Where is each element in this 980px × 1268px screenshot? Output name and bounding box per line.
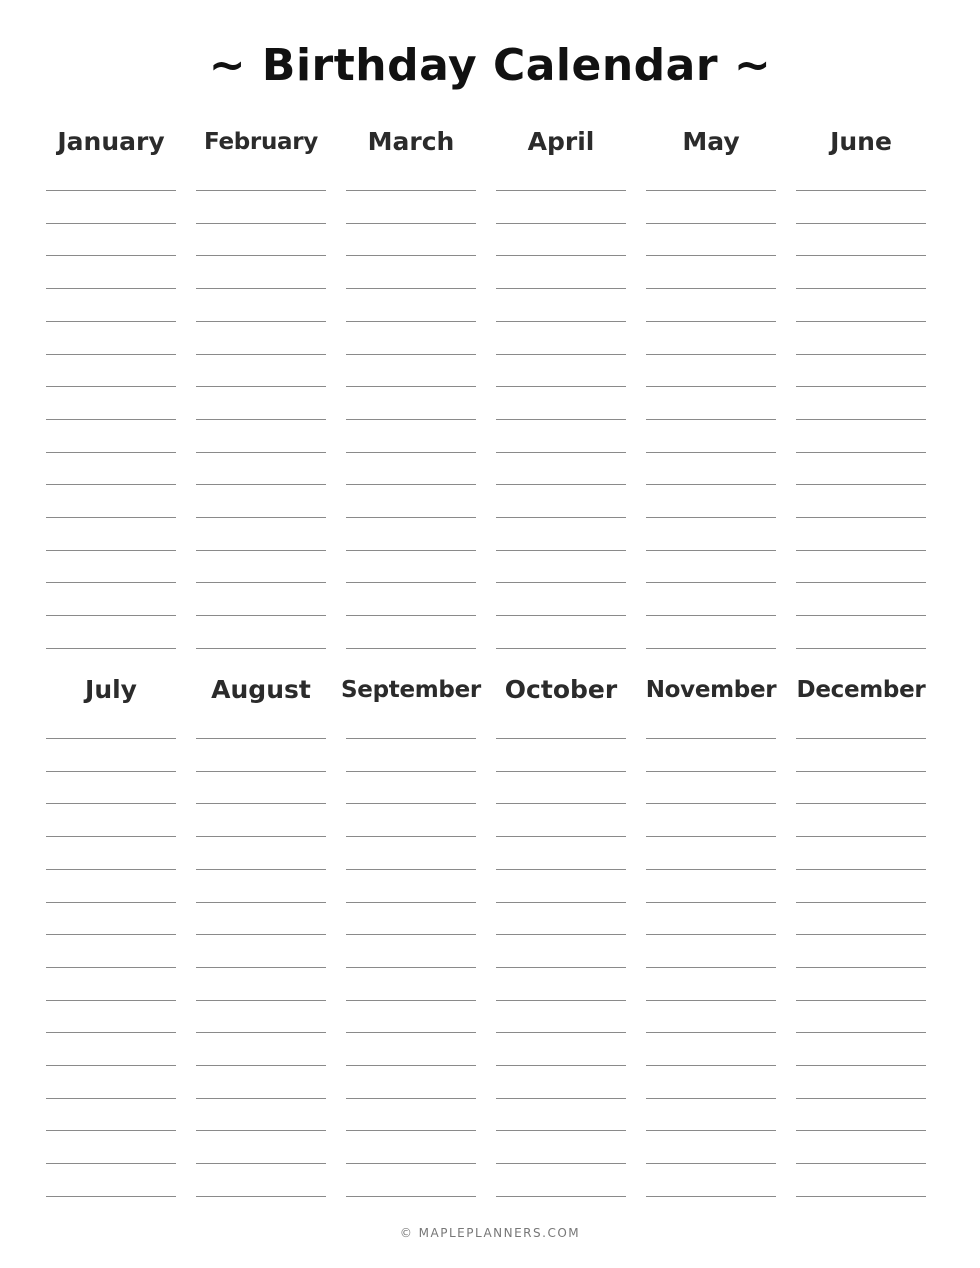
writing-line: [196, 190, 326, 191]
month-block-august: [186, 670, 336, 1200]
writing-line: [346, 934, 476, 935]
writing-line: [646, 582, 776, 583]
writing-line: [646, 321, 776, 322]
writing-line: [46, 386, 176, 387]
writing-line: [196, 223, 326, 224]
month-block-march: [336, 122, 486, 652]
month-label-march: March: [367, 127, 455, 156]
writing-line: [496, 223, 626, 224]
writing-line: [796, 517, 926, 518]
writing-line: [196, 1065, 326, 1066]
month-block-july: [36, 670, 186, 1200]
writing-line: [796, 1032, 926, 1033]
month-block-may: [636, 122, 786, 652]
writing-line: [196, 902, 326, 903]
writing-line: [496, 836, 626, 837]
writing-line: [796, 550, 926, 551]
writing-line: [196, 288, 326, 289]
writing-line: [196, 836, 326, 837]
writing-line: [646, 836, 776, 837]
writing-line: [46, 354, 176, 355]
writing-line: [346, 771, 476, 772]
writing-line: [46, 615, 176, 616]
writing-line: [496, 190, 626, 191]
writing-line: [646, 517, 776, 518]
writing-line: [496, 902, 626, 903]
writing-line: [196, 484, 326, 485]
month-block-october: [486, 670, 636, 1200]
writing-line: [346, 452, 476, 453]
writing-line: [196, 869, 326, 870]
writing-line: [46, 1032, 176, 1033]
writing-line: [346, 1065, 476, 1066]
month-label-november: November: [645, 677, 777, 703]
writing-line: [46, 1000, 176, 1001]
writing-line: [646, 1196, 776, 1197]
writing-line: [796, 1196, 926, 1197]
writing-line: [46, 1130, 176, 1131]
writing-line: [796, 1163, 926, 1164]
writing-line: [46, 255, 176, 256]
writing-line: [646, 803, 776, 804]
writing-line: [46, 1065, 176, 1066]
writing-line: [46, 190, 176, 191]
writing-line: [46, 484, 176, 485]
writing-line: [496, 1032, 626, 1033]
writing-line: [346, 484, 476, 485]
month-label-september: September: [341, 677, 481, 703]
month-label-december: December: [796, 677, 926, 703]
month-block-december: [786, 670, 936, 1200]
writing-line: [196, 1163, 326, 1164]
writing-line: [346, 1032, 476, 1033]
writing-line: [346, 738, 476, 739]
writing-line: [496, 386, 626, 387]
writing-line: [346, 1163, 476, 1164]
writing-line: [46, 452, 176, 453]
writing-line: [796, 452, 926, 453]
writing-line: [646, 771, 776, 772]
writing-line: [796, 902, 926, 903]
month-label-january: January: [57, 127, 165, 156]
writing-line: [46, 223, 176, 224]
writing-line: [46, 321, 176, 322]
writing-line: [196, 615, 326, 616]
writing-line: [46, 419, 176, 420]
writing-line: [796, 1065, 926, 1066]
page-title: ~ Birthday Calendar ~: [208, 40, 772, 91]
writing-line: [496, 738, 626, 739]
writing-line: [496, 582, 626, 583]
writing-line: [496, 1098, 626, 1099]
writing-line: [796, 738, 926, 739]
writing-line: [346, 419, 476, 420]
writing-line: [196, 452, 326, 453]
writing-line: [496, 484, 626, 485]
writing-line: [796, 836, 926, 837]
month-block-september: [336, 670, 486, 1200]
writing-line: [796, 1000, 926, 1001]
copyright-footer: © MAPLEPLANNERS.COM: [399, 1226, 581, 1240]
writing-line: [46, 967, 176, 968]
month-label-october: October: [504, 675, 618, 704]
writing-line: [346, 967, 476, 968]
writing-line: [646, 869, 776, 870]
writing-line: [46, 902, 176, 903]
writing-line: [46, 550, 176, 551]
month-block-february: [186, 122, 336, 652]
writing-line: [796, 386, 926, 387]
writing-line: [496, 615, 626, 616]
writing-line: [796, 615, 926, 616]
writing-line: [796, 869, 926, 870]
writing-line: [346, 582, 476, 583]
writing-line: [646, 648, 776, 649]
writing-line: [346, 1098, 476, 1099]
writing-line: [196, 1032, 326, 1033]
writing-line: [796, 321, 926, 322]
month-label-february: February: [203, 129, 318, 155]
writing-line: [646, 550, 776, 551]
writing-line: [346, 321, 476, 322]
writing-line: [646, 255, 776, 256]
writing-line: [646, 902, 776, 903]
writing-line: [496, 648, 626, 649]
writing-line: [46, 288, 176, 289]
writing-line: [646, 354, 776, 355]
writing-line: [496, 1196, 626, 1197]
writing-line: [646, 288, 776, 289]
writing-line: [496, 255, 626, 256]
writing-line: [346, 354, 476, 355]
writing-line: [346, 1196, 476, 1197]
writing-line: [496, 934, 626, 935]
writing-line: [46, 1098, 176, 1099]
writing-line: [646, 1098, 776, 1099]
writing-line: [796, 419, 926, 420]
writing-line: [496, 419, 626, 420]
writing-line: [496, 1000, 626, 1001]
writing-line: [646, 1130, 776, 1131]
writing-line: [346, 255, 476, 256]
writing-line: [796, 255, 926, 256]
writing-line: [496, 288, 626, 289]
writing-line: [346, 803, 476, 804]
writing-line: [346, 550, 476, 551]
writing-line: [796, 484, 926, 485]
writing-line: [496, 1130, 626, 1131]
writing-line: [796, 582, 926, 583]
writing-line: [496, 1065, 626, 1066]
writing-line: [796, 190, 926, 191]
writing-line: [496, 869, 626, 870]
writing-line: [46, 517, 176, 518]
writing-line: [646, 1032, 776, 1033]
month-block-november: [636, 670, 786, 1200]
month-label-july: July: [85, 675, 137, 704]
writing-line: [496, 550, 626, 551]
writing-line: [46, 738, 176, 739]
writing-line: [196, 582, 326, 583]
writing-line: [346, 517, 476, 518]
writing-line: [46, 934, 176, 935]
writing-line: [496, 771, 626, 772]
writing-line: [796, 354, 926, 355]
writing-line: [796, 288, 926, 289]
writing-line: [46, 803, 176, 804]
writing-line: [646, 223, 776, 224]
writing-line: [196, 967, 326, 968]
writing-line: [796, 803, 926, 804]
writing-line: [646, 190, 776, 191]
writing-line: [646, 738, 776, 739]
month-block-january: [36, 122, 186, 652]
writing-line: [346, 288, 476, 289]
writing-line: [346, 386, 476, 387]
month-label-august: August: [211, 675, 311, 704]
writing-line: [646, 484, 776, 485]
writing-line: [196, 386, 326, 387]
writing-line: [646, 386, 776, 387]
writing-line: [346, 1000, 476, 1001]
writing-line: [346, 615, 476, 616]
writing-line: [46, 771, 176, 772]
writing-line: [346, 1130, 476, 1131]
writing-line: [46, 582, 176, 583]
writing-line: [346, 223, 476, 224]
writing-line: [646, 615, 776, 616]
month-label-may: May: [682, 127, 740, 156]
writing-line: [196, 255, 326, 256]
writing-line: [796, 223, 926, 224]
month-block-june: [786, 122, 936, 652]
writing-line: [646, 1000, 776, 1001]
writing-line: [796, 1130, 926, 1131]
writing-line: [646, 934, 776, 935]
writing-line: [796, 967, 926, 968]
writing-line: [46, 648, 176, 649]
writing-line: [496, 803, 626, 804]
writing-line: [496, 517, 626, 518]
writing-line: [496, 967, 626, 968]
writing-line: [796, 934, 926, 935]
writing-line: [196, 1130, 326, 1131]
writing-line: [196, 771, 326, 772]
writing-line: [196, 550, 326, 551]
writing-line: [346, 902, 476, 903]
writing-line: [46, 1196, 176, 1197]
month-label-june: June: [830, 127, 892, 156]
writing-line: [196, 1196, 326, 1197]
writing-line: [196, 738, 326, 739]
writing-line: [646, 452, 776, 453]
month-label-april: April: [527, 127, 595, 156]
writing-line: [646, 1065, 776, 1066]
writing-line: [496, 1163, 626, 1164]
writing-line: [496, 354, 626, 355]
writing-line: [196, 517, 326, 518]
writing-line: [346, 836, 476, 837]
writing-line: [496, 452, 626, 453]
writing-line: [196, 321, 326, 322]
writing-line: [46, 1163, 176, 1164]
writing-line: [346, 190, 476, 191]
month-block-april: [486, 122, 636, 652]
writing-line: [196, 1000, 326, 1001]
writing-line: [796, 771, 926, 772]
writing-line: [796, 648, 926, 649]
writing-line: [646, 419, 776, 420]
writing-line: [196, 648, 326, 649]
writing-line: [196, 934, 326, 935]
writing-line: [196, 419, 326, 420]
writing-line: [346, 869, 476, 870]
writing-line: [196, 354, 326, 355]
writing-line: [46, 869, 176, 870]
writing-line: [646, 1163, 776, 1164]
writing-line: [196, 1098, 326, 1099]
writing-line: [346, 648, 476, 649]
writing-line: [46, 836, 176, 837]
writing-line: [196, 803, 326, 804]
writing-line: [496, 321, 626, 322]
writing-line: [796, 1098, 926, 1099]
writing-line: [646, 967, 776, 968]
